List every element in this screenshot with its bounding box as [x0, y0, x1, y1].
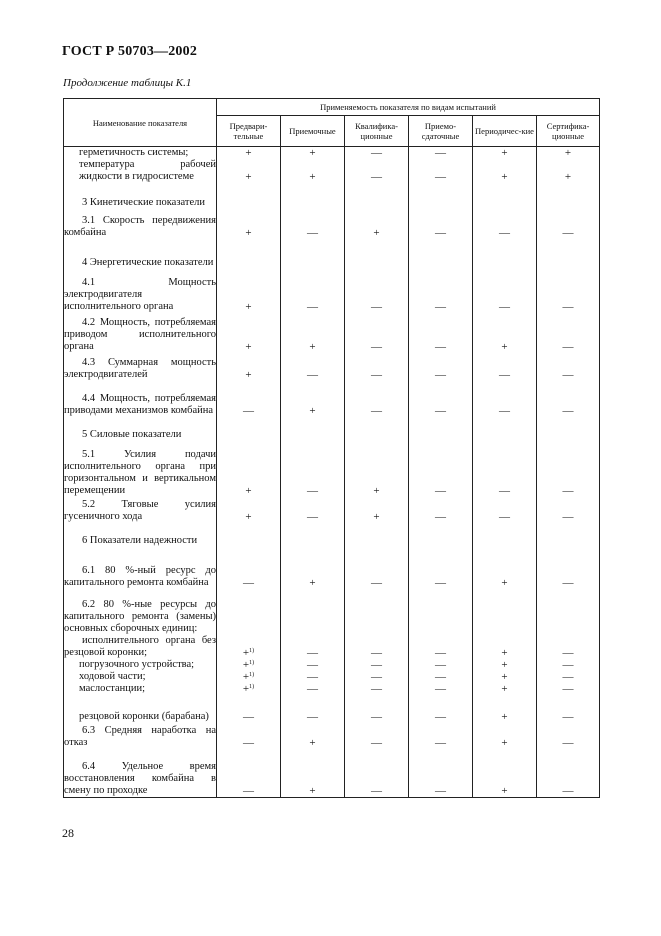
applicability-mark: —	[345, 353, 409, 381]
applicability-mark	[473, 183, 537, 209]
indicator-name: 5 Силовые показатели	[64, 417, 217, 441]
applicability-mark: +	[217, 313, 281, 353]
applicability-mark: —	[537, 723, 600, 749]
applicability-mark: —	[345, 313, 409, 353]
column-header: Сертифика-ционные	[537, 116, 600, 147]
applicability-mark: +	[281, 147, 345, 160]
table-row	[64, 589, 600, 635]
applicability-mark: —	[473, 497, 537, 523]
applicability-mark: —	[409, 695, 473, 723]
applicability-mark	[281, 589, 345, 635]
applicability-mark: —	[409, 659, 473, 671]
applicability-mark: —	[473, 353, 537, 381]
applicability-mark: —	[537, 635, 600, 659]
applicability-mark: +	[473, 671, 537, 683]
applicability-mark: —	[409, 441, 473, 497]
applicability-mark: —	[217, 547, 281, 589]
applicability-mark: —	[537, 695, 600, 723]
indicator-name: 4.2 Мощность, потребляемая приводом исполнительного органа	[64, 313, 217, 353]
applicability-mark: +	[473, 683, 537, 695]
indicator-name: 4 Энергетические показатели	[64, 239, 217, 269]
applicability-mark: —	[281, 695, 345, 723]
applicability-mark: —	[345, 269, 409, 313]
indicator-name: температура рабочей жидкости в гидросистеме	[64, 159, 217, 183]
applicability-mark: —	[345, 381, 409, 417]
applicability-mark: +	[473, 723, 537, 749]
applicability-mark: —	[281, 209, 345, 239]
applicability-mark: +	[473, 659, 537, 671]
footnote-ref: 1)	[249, 684, 255, 690]
applicability-mark: +	[217, 353, 281, 381]
applicability-mark: —	[281, 683, 345, 695]
column-header: Периодичес-кие	[473, 116, 537, 147]
applicability-mark: —	[537, 671, 600, 683]
applicability-mark	[345, 239, 409, 269]
applicability-mark: —	[473, 441, 537, 497]
applicability-mark: —	[409, 159, 473, 183]
applicability-mark: +	[345, 209, 409, 239]
applicability-mark: +	[217, 441, 281, 497]
applicability-mark: —	[409, 683, 473, 695]
applicability-mark	[217, 523, 281, 547]
table-row	[64, 381, 600, 417]
applicability-mark: —	[281, 671, 345, 683]
applicability-mark: —	[537, 441, 600, 497]
applicability-mark	[345, 589, 409, 635]
applicability-mark: —	[537, 269, 600, 313]
table-row	[64, 671, 600, 683]
applicability-mark: —	[409, 497, 473, 523]
applicability-mark: —	[537, 353, 600, 381]
applicability-mark	[473, 417, 537, 441]
table-row	[64, 547, 600, 589]
applicability-mark	[473, 523, 537, 547]
page-number: 28	[62, 826, 74, 840]
name-column-header: Наименование показателя	[64, 99, 217, 147]
applicability-mark	[537, 239, 600, 269]
indicator-name: 6.1 80 %-ный ресурс до капитального ремонта комбайна	[64, 547, 217, 589]
table-row	[64, 749, 600, 797]
applicability-mark	[537, 417, 600, 441]
applicability-mark: —	[345, 635, 409, 659]
applicability-mark: —	[537, 659, 600, 671]
indicator-name: 6 Показатели надежности	[64, 523, 217, 547]
applicability-mark: +	[281, 381, 345, 417]
table-row	[64, 659, 600, 671]
table-row	[64, 441, 600, 497]
table-row	[64, 417, 600, 441]
applicability-mark: —	[217, 749, 281, 797]
table-caption: Продолжение таблицы К.1	[63, 77, 192, 89]
applicability-mark: —	[409, 313, 473, 353]
table-row	[64, 313, 600, 353]
applicability-mark: —	[281, 353, 345, 381]
applicability-mark: +	[217, 209, 281, 239]
applicability-mark	[345, 417, 409, 441]
applicability-mark: +	[345, 497, 409, 523]
applicability-mark: —	[537, 313, 600, 353]
applicability-mark	[345, 523, 409, 547]
applicability-mark: +	[537, 159, 600, 183]
applicability-mark	[217, 417, 281, 441]
applicability-mark: +	[281, 749, 345, 797]
table-row	[64, 723, 600, 749]
applicability-mark: —	[473, 381, 537, 417]
column-header: Приемо-сдаточные	[409, 116, 473, 147]
applicability-mark: —	[345, 147, 409, 160]
applicability-mark: +	[473, 159, 537, 183]
applicability-mark	[217, 183, 281, 209]
applicability-mark: +	[345, 441, 409, 497]
indicator-name: маслостанции;	[64, 683, 217, 695]
indicator-name: 4.3 Суммарная мощность электродвигателей	[64, 353, 217, 381]
page-header: ГОСТ Р 50703—2002	[62, 44, 198, 59]
applicability-mark: —	[217, 381, 281, 417]
applicability-mark	[281, 523, 345, 547]
table-row	[64, 183, 600, 209]
applicability-mark: +	[217, 147, 281, 160]
applicability-mark	[537, 589, 600, 635]
applicability-mark: +	[217, 497, 281, 523]
indicator-name: 3.1 Скорость передвижения комбайна	[64, 209, 217, 239]
indicator-name: 4.4 Мощность, потребляемая приводами механизмов комбайна	[64, 381, 217, 417]
applicability-mark: +	[473, 695, 537, 723]
table-row	[64, 353, 600, 381]
applicability-mark	[281, 417, 345, 441]
applicability-mark	[217, 239, 281, 269]
indicator-name: 6.2 80 %-ные ресурсы до капитального ремонта (замены) основных сборочных единиц:	[64, 589, 217, 635]
applicability-mark: —	[345, 159, 409, 183]
applicability-mark: —	[537, 497, 600, 523]
applicability-mark: +	[281, 723, 345, 749]
table-row	[64, 497, 600, 523]
applicability-mark	[217, 589, 281, 635]
applicability-mark: +	[473, 313, 537, 353]
applicability-mark: —	[281, 497, 345, 523]
table-row	[64, 239, 600, 269]
applicability-mark: +	[217, 269, 281, 313]
applicability-mark	[345, 183, 409, 209]
indicator-name: 6.4 Удельное время восстановления комбайна в смену по проходке	[64, 749, 217, 797]
table-row	[64, 683, 600, 695]
indicator-name: 3 Кинетические показатели	[64, 183, 217, 209]
applicability-mark	[473, 589, 537, 635]
applicability-group-header: Применяемость показателя по видам испытаний	[217, 99, 600, 116]
indicator-name: 5.2 Тяговые усилия гусеничного хода	[64, 499, 216, 522]
applicability-mark: —	[281, 659, 345, 671]
applicability-mark: —	[409, 749, 473, 797]
table-row	[64, 147, 600, 160]
applicability-mark: +	[281, 547, 345, 589]
indicator-name: 4.1 Мощность электродвигателя исполнительного органа	[64, 269, 217, 313]
applicability-mark: —	[537, 683, 600, 695]
applicability-mark: —	[409, 671, 473, 683]
applicability-mark	[537, 183, 600, 209]
applicability-mark: +$^{1)}$	[217, 635, 281, 659]
applicability-mark	[409, 417, 473, 441]
applicability-mark: —	[409, 269, 473, 313]
applicability-mark: +$^{1)}$	[217, 671, 281, 683]
specification-table	[63, 98, 600, 798]
indicator-name: исполнительного органа без резцовой коронки;	[64, 635, 216, 658]
applicability-mark: —	[473, 209, 537, 239]
table-row	[64, 695, 600, 723]
applicability-mark: —	[345, 659, 409, 671]
applicability-mark: +	[473, 749, 537, 797]
applicability-mark	[537, 523, 600, 547]
applicability-mark: +	[473, 547, 537, 589]
table-row	[64, 635, 600, 659]
applicability-mark: —	[409, 209, 473, 239]
table-row	[64, 269, 600, 313]
applicability-mark	[281, 183, 345, 209]
applicability-mark: —	[345, 723, 409, 749]
applicability-mark	[409, 239, 473, 269]
applicability-mark: —	[473, 269, 537, 313]
table-row	[64, 209, 600, 239]
applicability-mark: +	[281, 313, 345, 353]
indicator-name: 5.1 Усилия подачи исполнительного органа при горизонтальном и вертикальном перемещении	[64, 441, 217, 497]
applicability-mark: —	[281, 635, 345, 659]
column-header: Квалифика-ционные	[345, 116, 409, 147]
footnote-ref: 1)	[249, 660, 255, 666]
applicability-mark: —	[409, 723, 473, 749]
indicator-name: погрузочного устройства;	[64, 659, 217, 671]
column-header: Приемочные	[281, 116, 345, 147]
applicability-mark: —	[409, 353, 473, 381]
applicability-mark	[409, 183, 473, 209]
applicability-mark: —	[281, 269, 345, 313]
applicability-mark: —	[345, 695, 409, 723]
applicability-mark: —	[345, 749, 409, 797]
footnote-ref: 1)	[249, 672, 255, 678]
indicator-name: резцовой коронки (барабана)	[64, 695, 217, 723]
applicability-mark: —	[281, 441, 345, 497]
applicability-mark	[473, 239, 537, 269]
applicability-mark	[409, 589, 473, 635]
applicability-mark: +	[537, 147, 600, 160]
applicability-mark: —	[217, 695, 281, 723]
applicability-mark	[409, 523, 473, 547]
applicability-mark: +	[473, 635, 537, 659]
applicability-mark: —	[537, 381, 600, 417]
indicator-name: 6.3 Средняя наработка на отказ	[64, 725, 216, 748]
applicability-mark: —	[409, 635, 473, 659]
applicability-mark: —	[345, 671, 409, 683]
applicability-mark: —	[409, 547, 473, 589]
applicability-mark: +	[217, 159, 281, 183]
applicability-mark: —	[537, 749, 600, 797]
column-header: Предвари-тельные	[217, 116, 281, 147]
applicability-mark: —	[217, 723, 281, 749]
applicability-mark: +$^{1)}$	[217, 683, 281, 695]
applicability-mark: —	[537, 547, 600, 589]
applicability-mark: —	[409, 147, 473, 160]
applicability-mark: —	[409, 381, 473, 417]
applicability-mark: —	[345, 547, 409, 589]
table-row	[64, 523, 600, 547]
table-row	[64, 159, 600, 183]
applicability-mark: +	[281, 159, 345, 183]
applicability-mark	[281, 239, 345, 269]
applicability-mark: +$^{1)}$	[217, 659, 281, 671]
indicator-name: ходовой части;	[64, 671, 217, 683]
applicability-mark: —	[537, 209, 600, 239]
footnote-ref: 1)	[249, 648, 255, 654]
applicability-mark: —	[345, 683, 409, 695]
indicator-name: герметичность системы;	[64, 147, 217, 160]
applicability-mark: +	[473, 147, 537, 160]
